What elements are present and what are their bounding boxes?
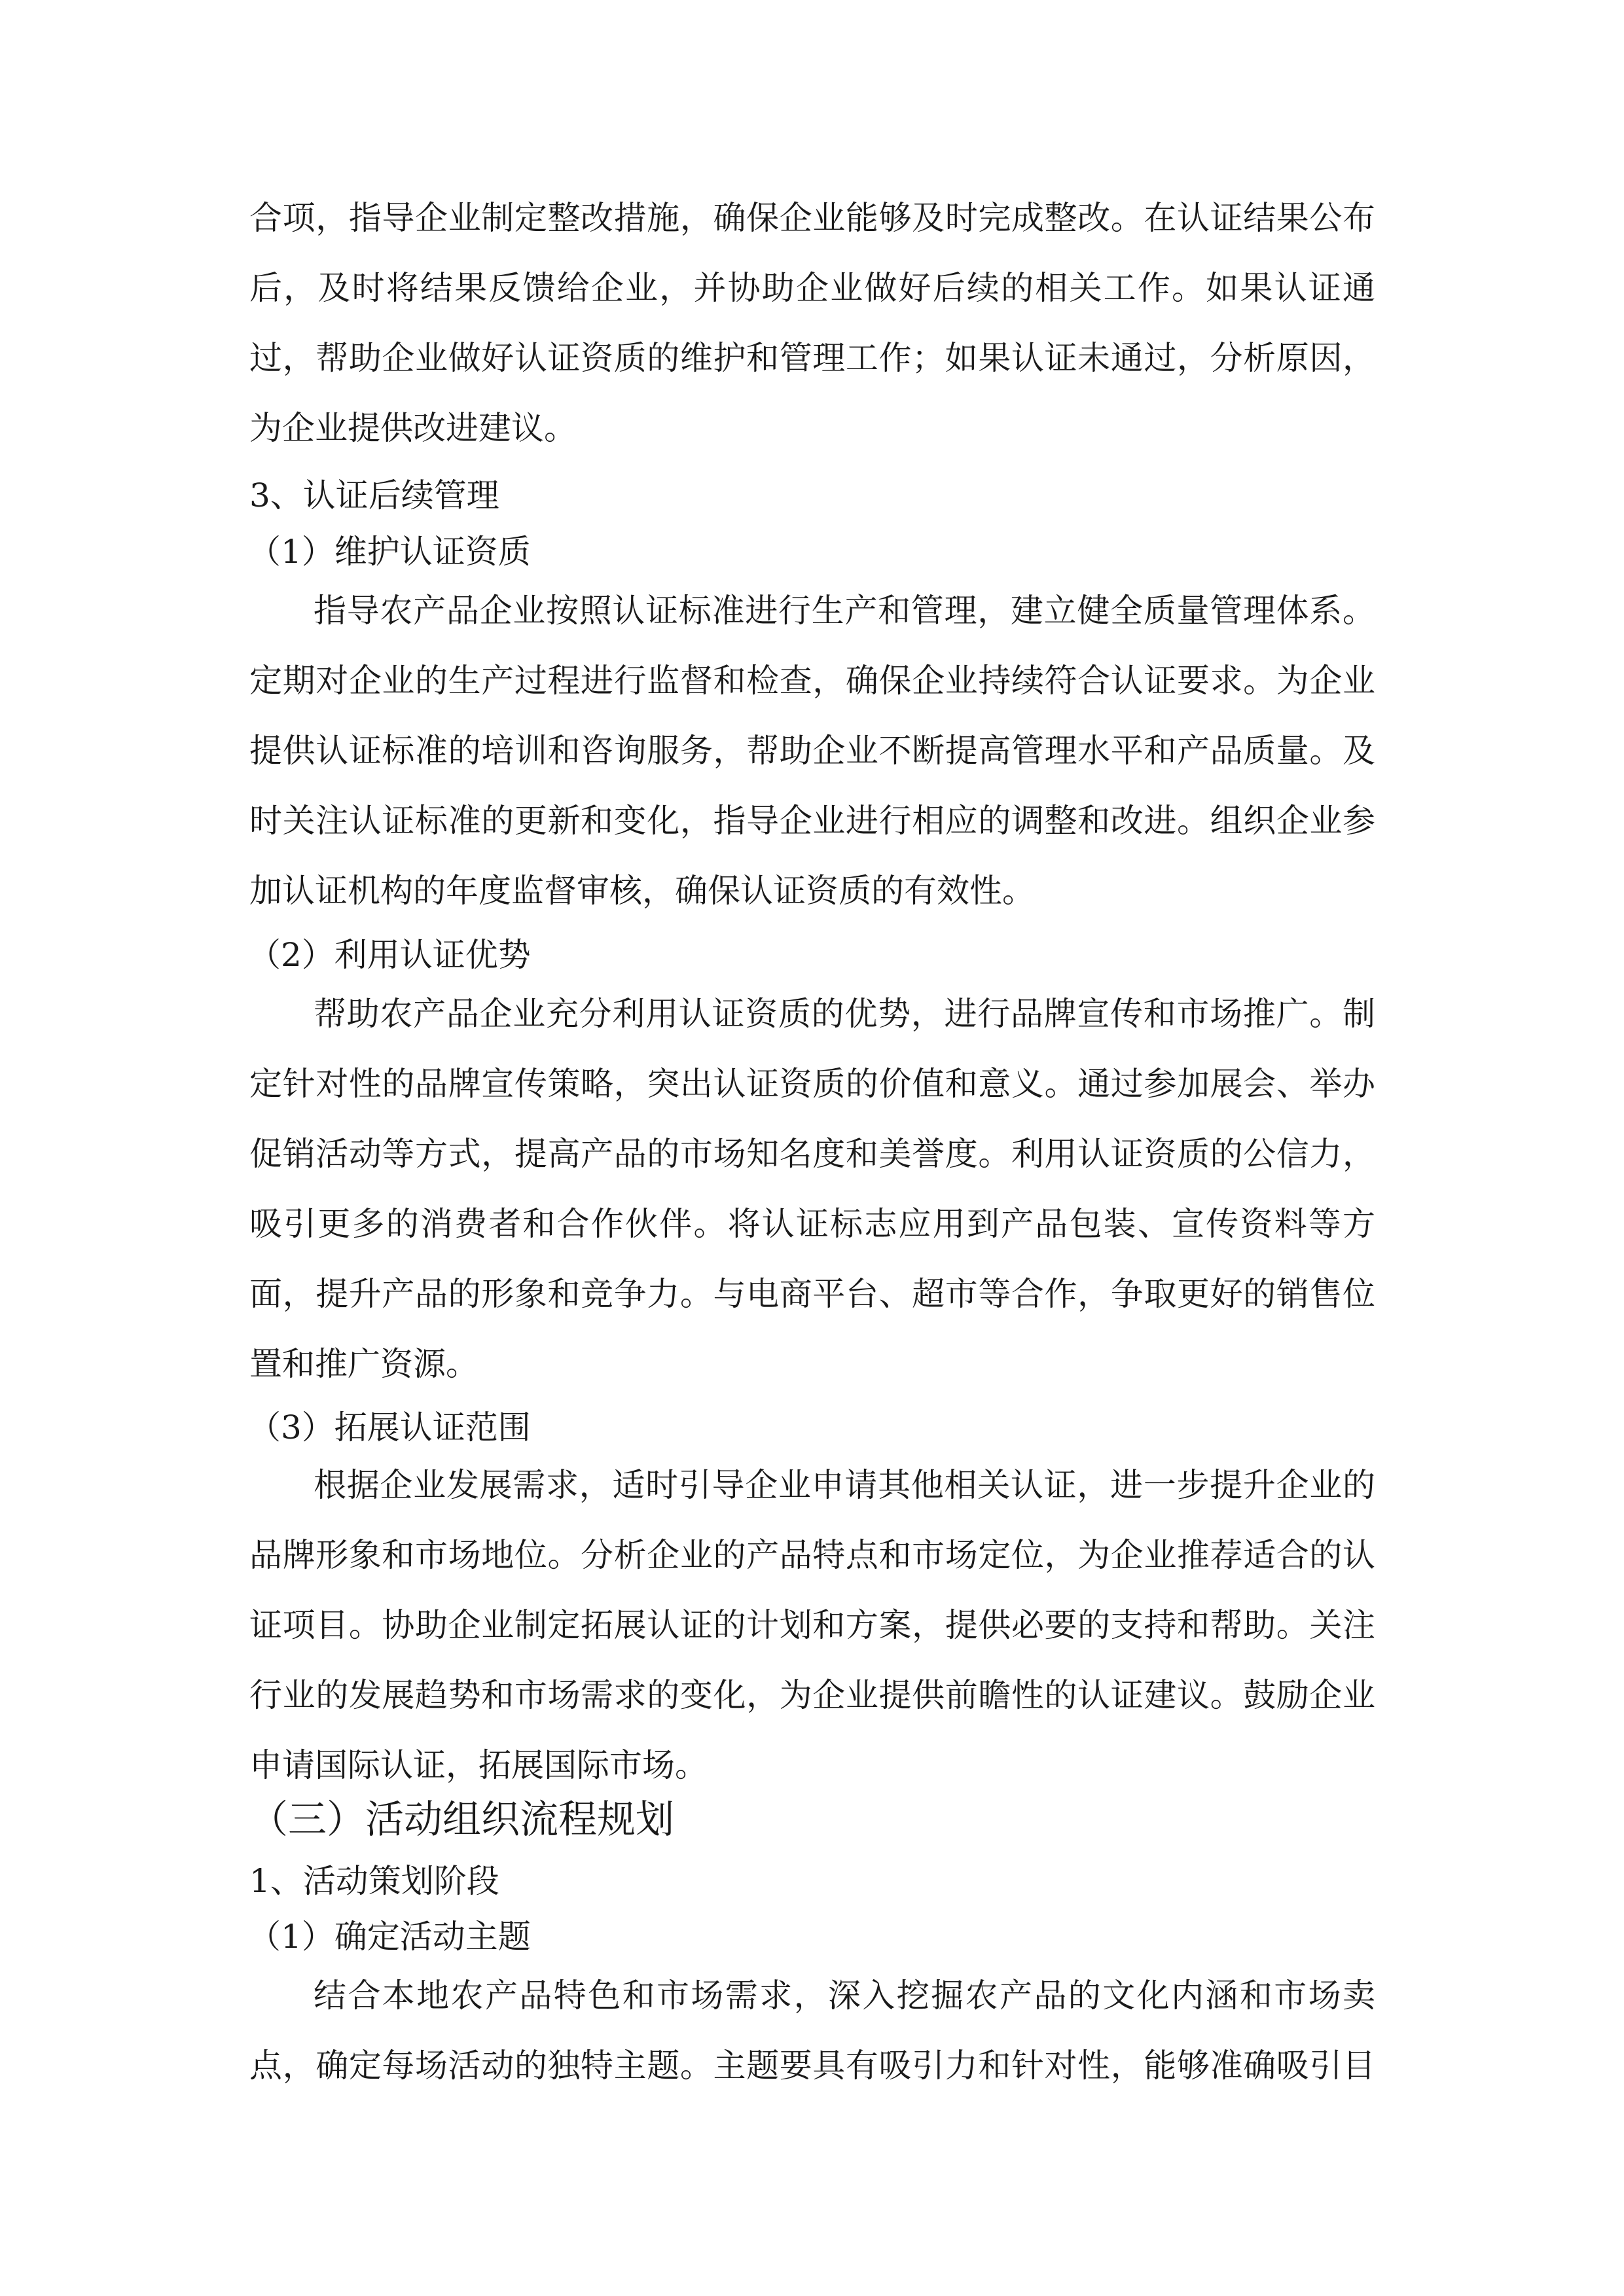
paragraph-line: 根据企业发展需求，适时引导企业申请其他相关认证，进一步提升企业的: [314, 1466, 1375, 1504]
paragraph-line: 证项目。协助企业制定拓展认证的计划和方案，提供必要的支持和帮助。关注: [249, 1606, 1375, 1644]
paragraph-line: 指导农产品企业按照认证标准进行生产和管理，建立健全质量管理体系。: [314, 592, 1375, 630]
paragraph-line: 过，帮助企业做好认证资质的维护和管理工作；如果认证未通过，分析原因，: [249, 339, 1375, 377]
paragraph-line: 定期对企业的生产过程进行监督和检查，确保企业持续符合认证要求。为企业: [249, 662, 1375, 700]
paragraph-line: 品牌形象和市场地位。分析企业的产品特点和市场定位，为企业推荐适合的认: [249, 1536, 1375, 1574]
subsection-title: （3）拓展认证范围: [248, 1408, 531, 1446]
paragraph-line: 时关注认证标准的更新和变化，指导企业进行相应的调整和改进。组织企业参: [249, 802, 1375, 840]
paragraph-line: 点，确定每场活动的独特主题。主题要具有吸引力和针对性，能够准确吸引目: [249, 2047, 1375, 2085]
paragraph-line: 置和推广资源。: [249, 1345, 478, 1383]
paragraph-line: 合项，指导企业制定整改措施，确保企业能够及时完成整改。在认证结果公布: [249, 199, 1375, 237]
paragraph-line: 帮助农产品企业充分利用认证资质的优势，进行品牌宣传和市场推广。制: [314, 995, 1375, 1033]
paragraph-line: 加认证机构的年度监督审核，确保认证资质的有效性。: [249, 872, 1035, 910]
subsection-title: （1）确定活动主题: [248, 1918, 531, 1956]
paragraph-line: 提供认证标准的培训和咨询服务，帮助企业不断提高管理水平和产品质量。及: [249, 732, 1375, 770]
paragraph-line: 面，提升产品的形象和竞争力。与电商平台、超市等合作，争取更好的销售位: [249, 1275, 1375, 1313]
paragraph-line: 结合本地农产品特色和市场需求，深入挖掘农产品的文化内涵和市场卖: [314, 1977, 1375, 2015]
paragraph-line: 吸引更多的消费者和合作伙伴。将认证标志应用到产品包装、宣传资料等方: [249, 1205, 1375, 1243]
section-title: 3、认证后续管理: [249, 476, 499, 514]
paragraph-line: 促销活动等方式，提高产品的市场知名度和美誉度。利用认证资质的公信力，: [249, 1135, 1375, 1173]
paragraph-line: 为企业提供改进建议。: [249, 409, 577, 447]
section-title: 1、活动策划阶段: [249, 1862, 499, 1900]
paragraph-line: 申请国际认证，拓展国际市场。: [249, 1746, 708, 1784]
part-heading: （三）活动组织流程规划: [249, 1797, 675, 1842]
paragraph-line: 后，及时将结果反馈给企业，并协助企业做好后续的相关工作。如果认证通: [249, 269, 1375, 307]
paragraph-line: 定针对性的品牌宣传策略，突出认证资质的价值和意义。通过参加展会、举办: [249, 1065, 1375, 1103]
subsection-title: （1）维护认证资质: [248, 533, 531, 571]
subsection-title: （2）利用认证优势: [248, 936, 531, 974]
paragraph-line: 行业的发展趋势和市场需求的变化，为企业提供前瞻性的认证建议。鼓励企业: [249, 1676, 1375, 1714]
